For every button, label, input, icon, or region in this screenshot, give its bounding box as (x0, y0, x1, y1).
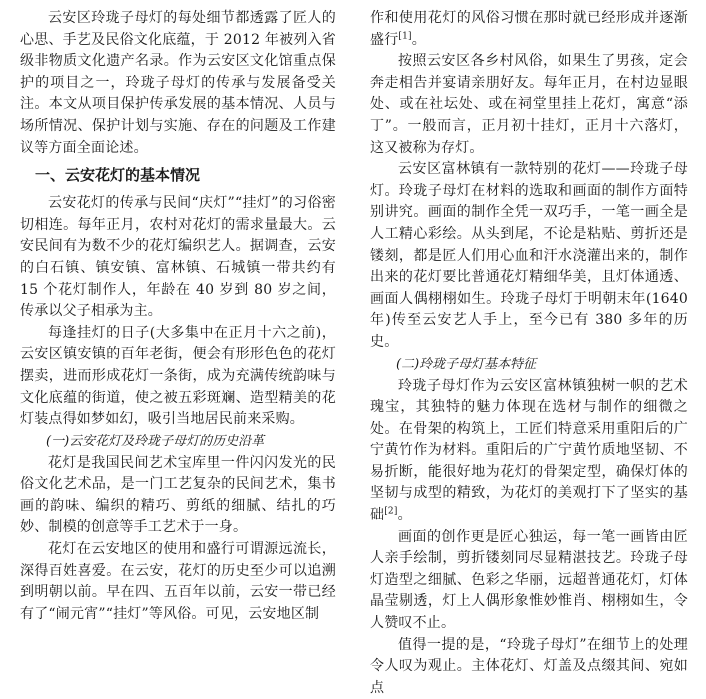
body-paragraph: 云安区富林镇有一款特别的花灯——玲珑子母灯。玲珑子母灯在材料的选取和画面的制作方面特别讲究。画面的制作全凭一双巧手，一笔一画全是人工精心彩绘。从头到尾，不论是粘贴、剪折还是镂刻，都是匠人们用心血和汗水浇灌出来的，制作出来的花灯要比普通花灯精细华美，且灯体通透、画面人偶栩栩如生。玲珑子母灯于明朝末年(1640 年)传至云安艺人手上，至今已有 380 多年的历史。 (370, 161, 688, 350)
subsection-heading: (一)云安花灯及玲珑子母灯的历史沿革 (46, 433, 265, 449)
body-paragraph: 云安花灯的传承与民间“庆灯”“挂灯”的习俗密切相连。每年正月，农村对花灯的需求量最大。云安民间有为数不少的花灯编织艺人。据调查，云安的白石镇、镇安镇、富林镇、石城镇一带共约有 15 个花灯制作人，年龄在 40 岁到 80 岁之间，传承以父子相承为主。 (20, 195, 336, 320)
continued-paragraph (370, 8, 688, 51)
subsection-heading: (二)玲珑子母灯基本特征 (396, 356, 537, 372)
intro-paragraph: 云安区玲珑子母灯的每处细节都透露了匠人的心思、手艺及民俗文化底蕴，于 2012 年被列入省级非物质文化遗产名录。作为云安区文化馆重点保护的项目之一，玲珑子母灯的传承与发展备受关注。本文从项目保护传承发展的基本情况、人员与场所情况、保护计划与实施、存在的问题及工作建议等方面全面论述。 (20, 10, 336, 156)
section-heading: 一、云安花灯的基本情况 (35, 166, 201, 185)
body-paragraph: 画面的创作更是匠心独运，每一笔一画皆由匠人亲手绘制，剪折镂刻同尽显精湛技艺。玲珑子母灯造型之细腻、色彩之华丽，远超普通花灯，灯体晶莹剔透，灯上人偶形象惟妙惟肖、栩栩如生，令人赞叹不止。 (370, 528, 688, 632)
body-paragraph: 值得一提的是，“玲珑子母灯”在细节上的处理令人叹为观止。主体花灯、灯盖及点缀其间、宛如点 (370, 636, 688, 696)
sentence-end: 。 (397, 507, 412, 524)
citation-ref: [1] (398, 30, 412, 41)
continued-text: 作和使用花灯的风俗习惯在那时就已经形成并逐渐盛行 (370, 10, 688, 48)
citation-ref: [2] (384, 506, 398, 517)
body-paragraph: 按照云安区各乡村风俗，如果生了男孩，定会奔走相告并宴请亲朋好友。每年正月，在村边显眼处、或在社坛处、或在祠堂里挂上花灯，寓意“添丁”。一般而言，正月初十挂灯，正月十六落灯，这又被称为存灯。 (370, 53, 688, 156)
paragraph-text: 玲珑子母灯作为云安区富林镇独树一帜的艺术瑰宝，其独特的魅力体现在选材与制作的细微之处。在骨架的构筑上，工匠们特意采用重阳后的广宁黄竹作为材料。重阳后的广宁黄竹质地坚韧、不易折断，能很好地为花灯的骨架定型，确保灯体的坚韧与成型的精致，为花灯的美观打下了坚实的基础 (370, 377, 688, 524)
body-paragraph: 花灯是我国民间艺术宝库里一件闪闪发光的民俗文化艺术品，是一门工艺复杂的民间艺术，集书画的韵味、编织的精巧、剪纸的细腻、结扎的巧妙、制模的创意等手工艺术于一身。 (20, 454, 336, 536)
body-paragraph (370, 376, 688, 527)
right-column (370, 8, 688, 699)
sentence-end: 。 (411, 31, 426, 48)
body-paragraph: 花灯在云安地区的使用和盛行可谓源远流长，深得百姓喜爱。在云安，花灯的历史至少可以追溯到明朝以前。早在四、五百年以前，云安一带已经有了“闹元宵”“挂灯”等风俗。可见，云安地区制 (20, 541, 336, 622)
body-paragraph: 每逢挂灯的日子(大多集中在正月十六之前)，云安区镇安镇的百年老街，便会有形形色色的花灯摆卖，进而形成花灯一条街，成为充满传统韵味与文化底蕴的街道，使之被五彩斑斓、造型精美的花灯装点得如梦如幻，吸引当地居民前来采购。 (20, 324, 336, 428)
left-column (20, 8, 336, 625)
